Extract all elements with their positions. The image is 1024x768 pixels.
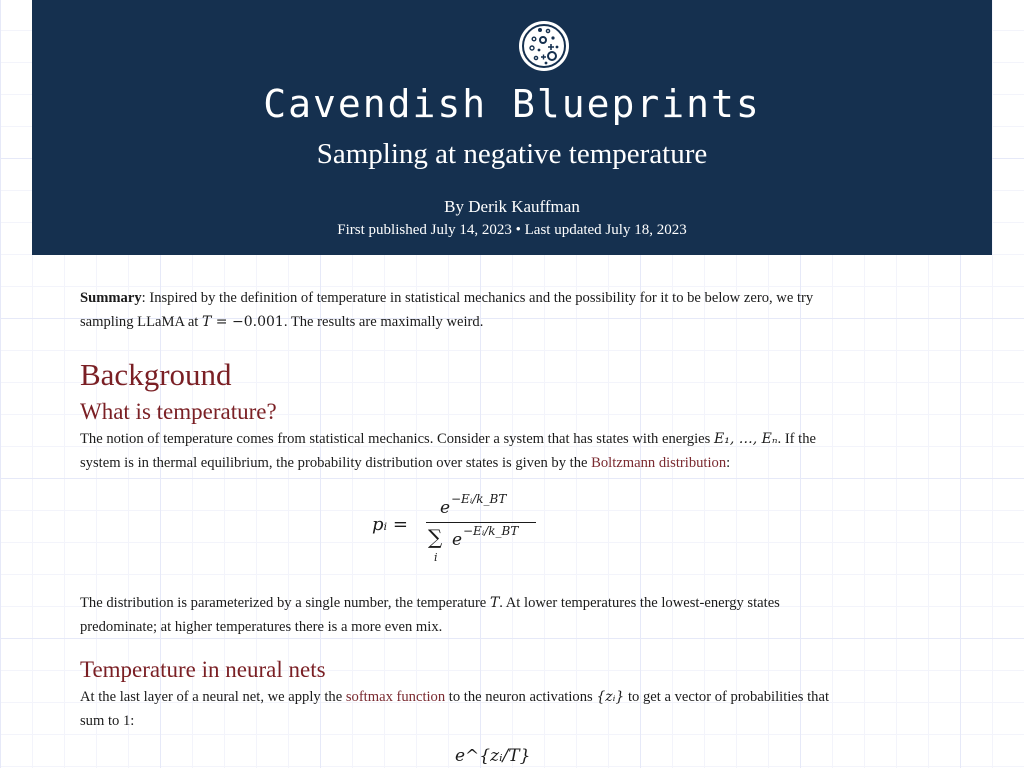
page-header	[32, 0, 992, 255]
summary-label: Summary	[80, 290, 142, 306]
para2-text: The distribution is parameterized by a single number, the temperature	[80, 595, 490, 611]
para1-text-end: :	[726, 455, 731, 471]
summary-text-before: : Inspired by the definition of temperature in statistical mechanics and the possibility for it to be below zero, we try sampling LLaMA at	[80, 290, 814, 330]
eq-denominator-base: e	[452, 530, 463, 550]
subsection-heading-what-is-temperature: What is temperature?	[80, 399, 277, 424]
boltzmann-distribution-link[interactable]: Boltzmann distribution	[591, 455, 727, 471]
eq-denominator-sum: ∑	[428, 525, 443, 549]
temperature-paragraph-1	[80, 427, 840, 475]
eq-denominator-exponent: −Eᵢ/k_BT	[463, 524, 519, 538]
section-heading-background: Background	[80, 357, 232, 392]
subsection-temperature-neural-nets	[80, 655, 840, 733]
subsection-heading-neural-nets: Temperature in neural nets	[80, 657, 326, 682]
summary-math-value: = −0.001	[211, 314, 284, 330]
eq-lhs: pᵢ =	[372, 514, 408, 535]
neural-text-after: to get a vector of probabilities that sum to 1:	[80, 689, 829, 729]
summary-paragraph	[80, 286, 840, 334]
softmax-function-link[interactable]: softmax function	[345, 689, 446, 705]
energies-math: E₁, …, Eₙ	[713, 431, 778, 447]
eq-numerator-base: e	[440, 498, 451, 518]
summary-text-after: . The results are maximally weird.	[283, 314, 484, 330]
para2-text-after: . At lower temperatures the lowest-energy states predominate; at higher temperatures there is a more even mix.	[80, 595, 780, 635]
neural-text: At the last layer of a neural net, we apply the	[80, 689, 346, 705]
eq-denominator-sum-index: i	[434, 551, 438, 564]
cookie-constellation-icon[interactable]	[517, 19, 571, 73]
publication-dates: First published July 14, 2023 • Last updated July 18, 2023	[337, 222, 687, 238]
neural-paragraph	[80, 685, 840, 733]
temperature-paragraph-2	[80, 591, 840, 639]
temperature-var-math: T	[489, 595, 500, 611]
site-title[interactable]: Cavendish Blueprints	[263, 82, 761, 126]
eq-fraction-bar	[426, 522, 536, 523]
softmax-equation-partial: e^{zᵢ/T}	[455, 746, 531, 766]
boltzmann-equation	[372, 488, 572, 568]
post-title: Sampling at negative temperature	[316, 138, 708, 170]
byline: By Derik Kauffman	[444, 197, 580, 216]
para1-text-mid: . If the system is in thermal equilibrium, the probability distribution over states is given by the	[80, 431, 817, 471]
subsection-what-is-temperature	[80, 397, 840, 475]
para1-text: The notion of temperature comes from statistical mechanics. Consider a system that has states with energies	[80, 431, 714, 447]
eq-numerator-exponent: −Eᵢ/k_BT	[451, 492, 507, 506]
neural-text-mid: to the neuron activations	[445, 689, 597, 705]
summary-math-var: T	[202, 314, 212, 330]
activations-math: {zᵢ}	[596, 689, 625, 705]
